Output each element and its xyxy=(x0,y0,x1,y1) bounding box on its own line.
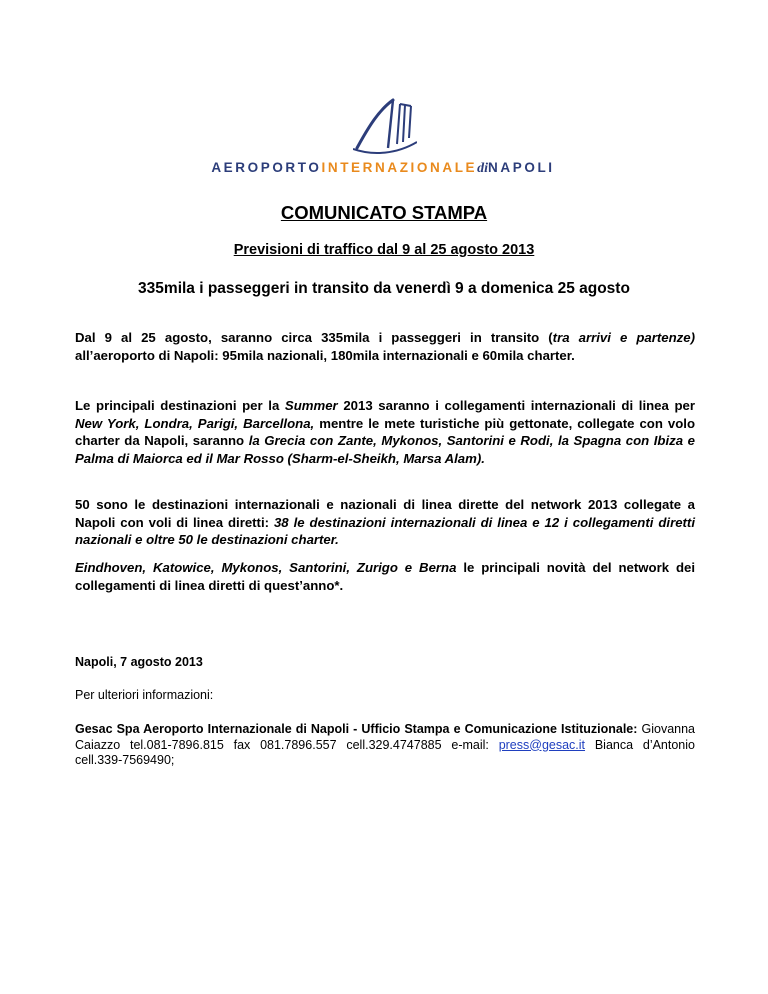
paragraph-network: 50 sono le destinazioni internazionali e nazionali di linea dirette del network 2013 collegate a Napoli con voli di linea diretti: 38 le destinazioni internazionali di linea e 12 i collegamenti diretti nazionali e oltre 50 le destinazioni charter. xyxy=(75,497,695,547)
page-title: COMUNICATO STAMPA xyxy=(280,202,488,223)
headline: 335mila i passeggeri in transito da venerdì 9 a domenica 25 agosto xyxy=(138,280,630,297)
paragraph-news: Eindhoven, Katowice, Mykonos, Santorini, Zurigo e Berna le principali novità del network dei collegamenti di linea diretti di quest’anno*. xyxy=(75,560,695,593)
airport-logo xyxy=(205,96,561,186)
contact-info: Gesac Spa Aeroporto Internazionale di Napoli - Ufficio Stampa e Comunicazione Istituzionale: Giovanna Caiazzo tel.081-7896.815 fax 081.7896.557 cell.329.4747885 e-mail: press@gesac.it Bianca d’Antonio cell.339-7569490; xyxy=(75,722,695,767)
paragraph-traffic: Dal 9 al 25 agosto, saranno circa 335mila i passeggeri in transito (tra arrivi e partenze) all’aeroporto di Napoli: 95mila nazionali, 180mila internazionali e 60mila charter. xyxy=(75,330,695,363)
logo-wordmark: AEROPORTOINTERNAZIONALEdiNAPOLI xyxy=(211,160,555,176)
subtitle: Previsioni di traffico dal 9 al 25 agosto 2013 xyxy=(233,242,535,258)
sail-logo-icon xyxy=(353,96,417,156)
info-label: Per ulteriori informazioni: xyxy=(75,688,214,702)
release-date: Napoli, 7 agosto 2013 xyxy=(75,655,203,669)
email-link[interactable]: press@gesac.it xyxy=(498,737,586,752)
paragraph-destinations: Le principali destinazioni per la Summer 2013 saranno i collegamenti internazionali di linea per New York, Londra, Parigi, Barcellona, mentre le mete turistiche più gettonate, collegate con volo charter da Napoli, saranno la Grecia con Zante, Mykonos, Santorini e Rodi, la Spagna con Ibiza e Palma di Maiorca ed il Mar Rosso (Sharm-el-Sheikh, Marsa Alam). xyxy=(75,398,696,466)
